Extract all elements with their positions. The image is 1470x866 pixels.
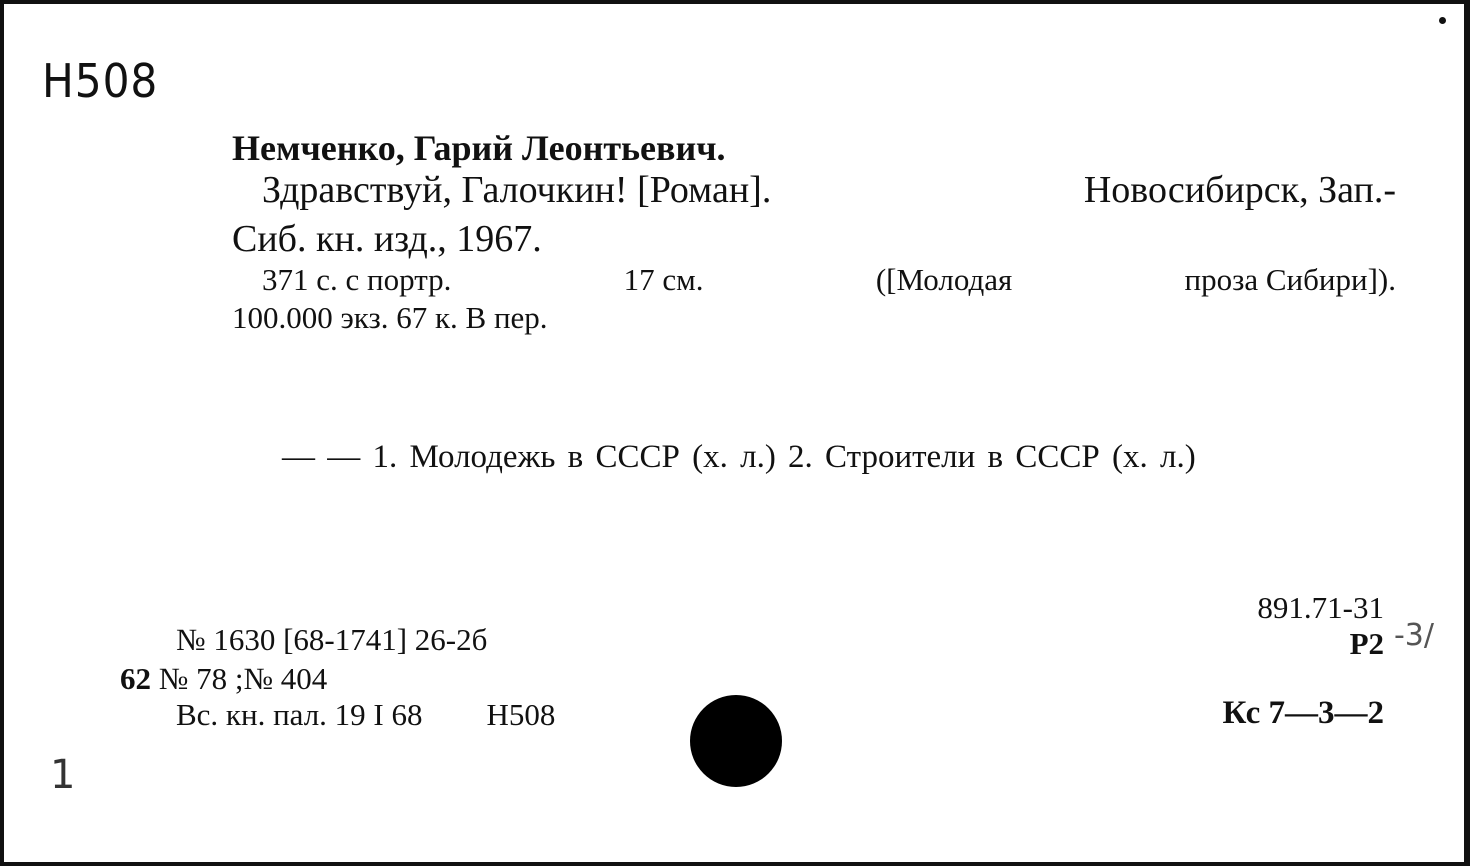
book-chamber-line (176, 697, 555, 733)
collation-line-2: 100.000 экз. 67 к. В пер. (232, 300, 548, 335)
record-numbers: № 78 ;№ 404 (151, 661, 328, 696)
classification-mark: 891.71-31 (1257, 590, 1384, 625)
author-heading: Немченко, Гарий Леонтьевич. (232, 128, 726, 168)
collation-series-close: проза Сибири]). (1184, 262, 1396, 297)
record-number-line: № 1630 [68-1741] 26-2б (176, 622, 488, 657)
handwritten-mark-right: -3/ (1393, 618, 1434, 653)
collation-series-open: ([Молодая (875, 262, 1013, 297)
publication-place: Новосибирск, Зап.- (1083, 169, 1396, 211)
kc-code: Кс 7—3—2 (1222, 695, 1384, 731)
book-chamber-date: Вс. кн. пал. 19 I 68 (176, 697, 423, 732)
handwritten-mark-left: 1 (50, 752, 76, 798)
handwritten-call-number: Н508 (42, 54, 159, 108)
ink-dot (1439, 17, 1446, 24)
collation-pages: 371 с. с портр. (262, 262, 452, 297)
collation-size: 17 см. (623, 262, 704, 297)
subject-headings: — — 1. Молодежь в СССР (х. л.) 2. Строители в СССР (х. л.) (282, 439, 1196, 475)
author-mark: Р2 (1349, 626, 1384, 661)
book-chamber-code: Н508 (486, 697, 556, 732)
title-text: Здравствуй, Галочкин! [Роман]. (262, 169, 772, 211)
imprint-line: Сиб. кн. изд., 1967. (232, 218, 542, 260)
punch-hole (690, 695, 782, 787)
record-number-line-2 (120, 661, 327, 697)
record-prefix: 62 (120, 661, 151, 696)
collation-line-1 (262, 262, 1396, 298)
